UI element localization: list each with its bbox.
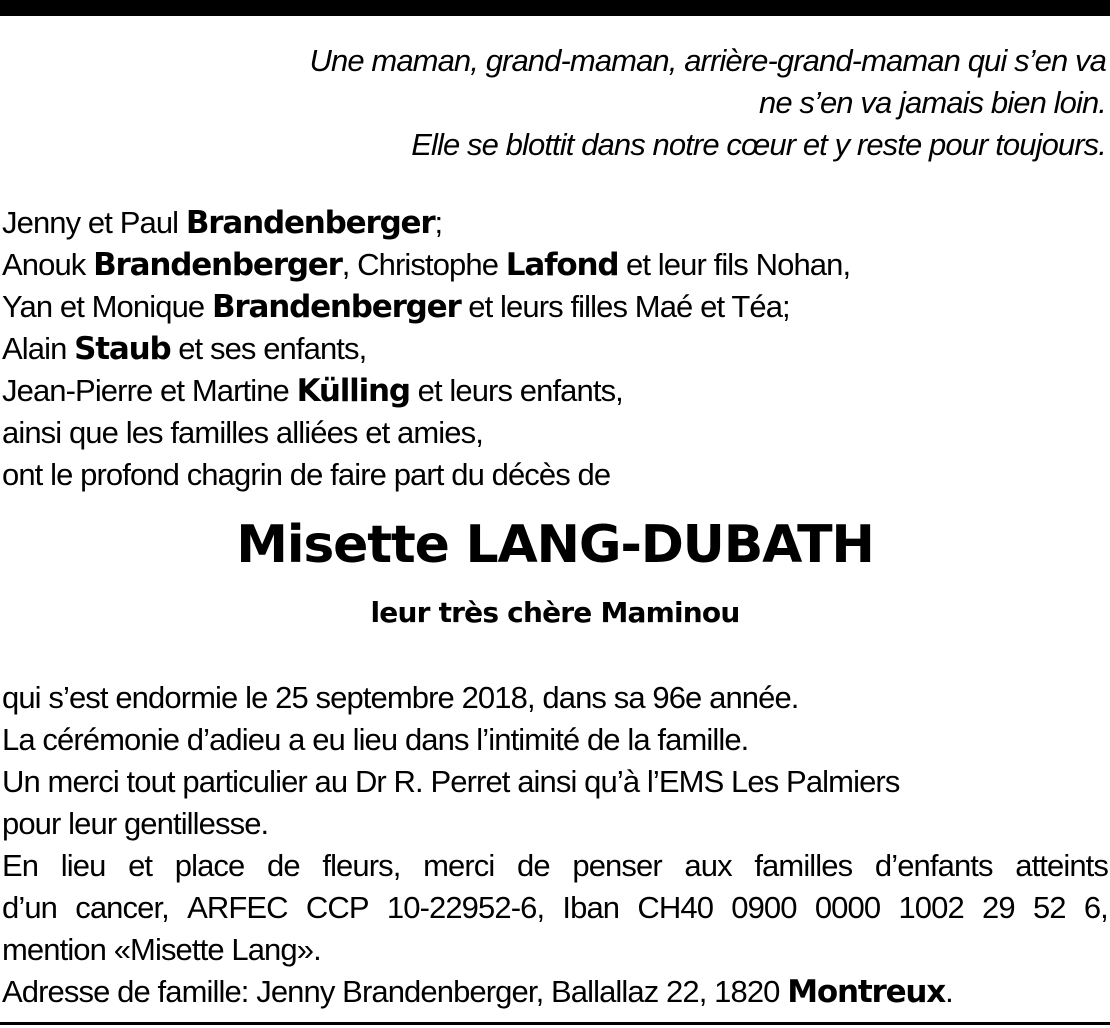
word: familles bbox=[754, 848, 853, 883]
family-line: Jean-Pierre et Martine Külling et leurs enfants, bbox=[2, 373, 623, 409]
town-name: Montreux bbox=[787, 974, 946, 1010]
word: En bbox=[2, 848, 39, 883]
family-surname: Lafond bbox=[505, 247, 619, 283]
family-line: Anouk Brandenberger, Christophe Lafond et leur fils Nohan, bbox=[2, 247, 851, 283]
top-border-rule bbox=[0, 0, 1110, 16]
family-surname: Brandenberger bbox=[93, 247, 342, 283]
details-line-justified bbox=[2, 845, 1108, 887]
word: d’un bbox=[2, 890, 58, 925]
family-surname: Külling bbox=[296, 373, 410, 409]
word: aux bbox=[684, 848, 732, 883]
family-line: ainsi que les familles alliées et amies, bbox=[2, 415, 483, 450]
word: CH40 bbox=[637, 890, 714, 925]
word: penser bbox=[572, 848, 662, 883]
family-line: Yan et Monique Brandenberger et leurs filles Maé et Téa; bbox=[2, 289, 790, 325]
details-line: pour leur gentillesse. bbox=[2, 806, 269, 841]
word: 10-22952-6, bbox=[386, 890, 545, 925]
family-line: Jenny et Paul Brandenberger; bbox=[2, 205, 443, 241]
word: de bbox=[267, 848, 300, 883]
word: Iban bbox=[562, 890, 620, 925]
word: 0900 bbox=[731, 890, 797, 925]
bottom-border-rule bbox=[0, 1022, 1110, 1025]
word: 6, bbox=[1083, 890, 1108, 925]
word: atteints bbox=[1015, 848, 1108, 883]
deceased-subtitle: leur très chère Maminou bbox=[370, 596, 740, 629]
details-line: qui s’est endormie le 25 septembre 2018, dans sa 96e année. bbox=[2, 680, 799, 715]
opening-poem bbox=[6, 40, 1106, 166]
details-text bbox=[2, 677, 1108, 1013]
word: 0000 bbox=[814, 890, 881, 925]
details-line: La cérémonie d’adieu a eu lieu dans l’intimité de la famille. bbox=[2, 722, 749, 757]
word: d’enfants bbox=[874, 848, 993, 883]
word: 29 bbox=[982, 890, 1015, 925]
poem-line: ne s’en va jamais bien loin. bbox=[758, 85, 1106, 120]
word: ARFEC bbox=[187, 890, 288, 925]
announcement-line: ont le profond chagrin de faire part du décès de bbox=[2, 457, 611, 492]
poem-line: Une maman, grand-maman, arrière-grand-maman qui s’en va bbox=[309, 43, 1106, 78]
details-line: Un merci tout particulier au Dr R. Perret ainsi qu’à l’EMS Les Palmiers bbox=[2, 764, 900, 799]
details-line: mention «Misette Lang». bbox=[2, 932, 321, 967]
family-surname: Brandenberger bbox=[211, 289, 461, 325]
family-line: Alain Staub et ses enfants, bbox=[2, 331, 367, 367]
family-surname: Brandenberger bbox=[185, 205, 435, 241]
poem-line: Elle se blottit dans notre cœur et y reste pour toujours. bbox=[411, 127, 1106, 162]
family-surname: Staub bbox=[74, 331, 171, 367]
family-address-line: Adresse de famille: Jenny Brandenberger, Ballallaz 22, 1820 Montreux. bbox=[2, 974, 953, 1010]
word: et bbox=[128, 848, 153, 883]
word: lieu bbox=[60, 848, 106, 883]
word: 52 bbox=[1032, 890, 1066, 925]
word: merci bbox=[423, 848, 495, 883]
word: place bbox=[174, 848, 245, 883]
word: cancer, bbox=[75, 890, 169, 925]
deceased-name: Misette LANG-DUBATH bbox=[236, 515, 874, 575]
word: fleurs, bbox=[322, 848, 401, 883]
details-line-justified bbox=[2, 887, 1108, 929]
word: de bbox=[517, 848, 550, 883]
word: 1002 bbox=[898, 890, 964, 925]
family-list bbox=[2, 202, 850, 496]
word: CCP bbox=[305, 890, 369, 925]
